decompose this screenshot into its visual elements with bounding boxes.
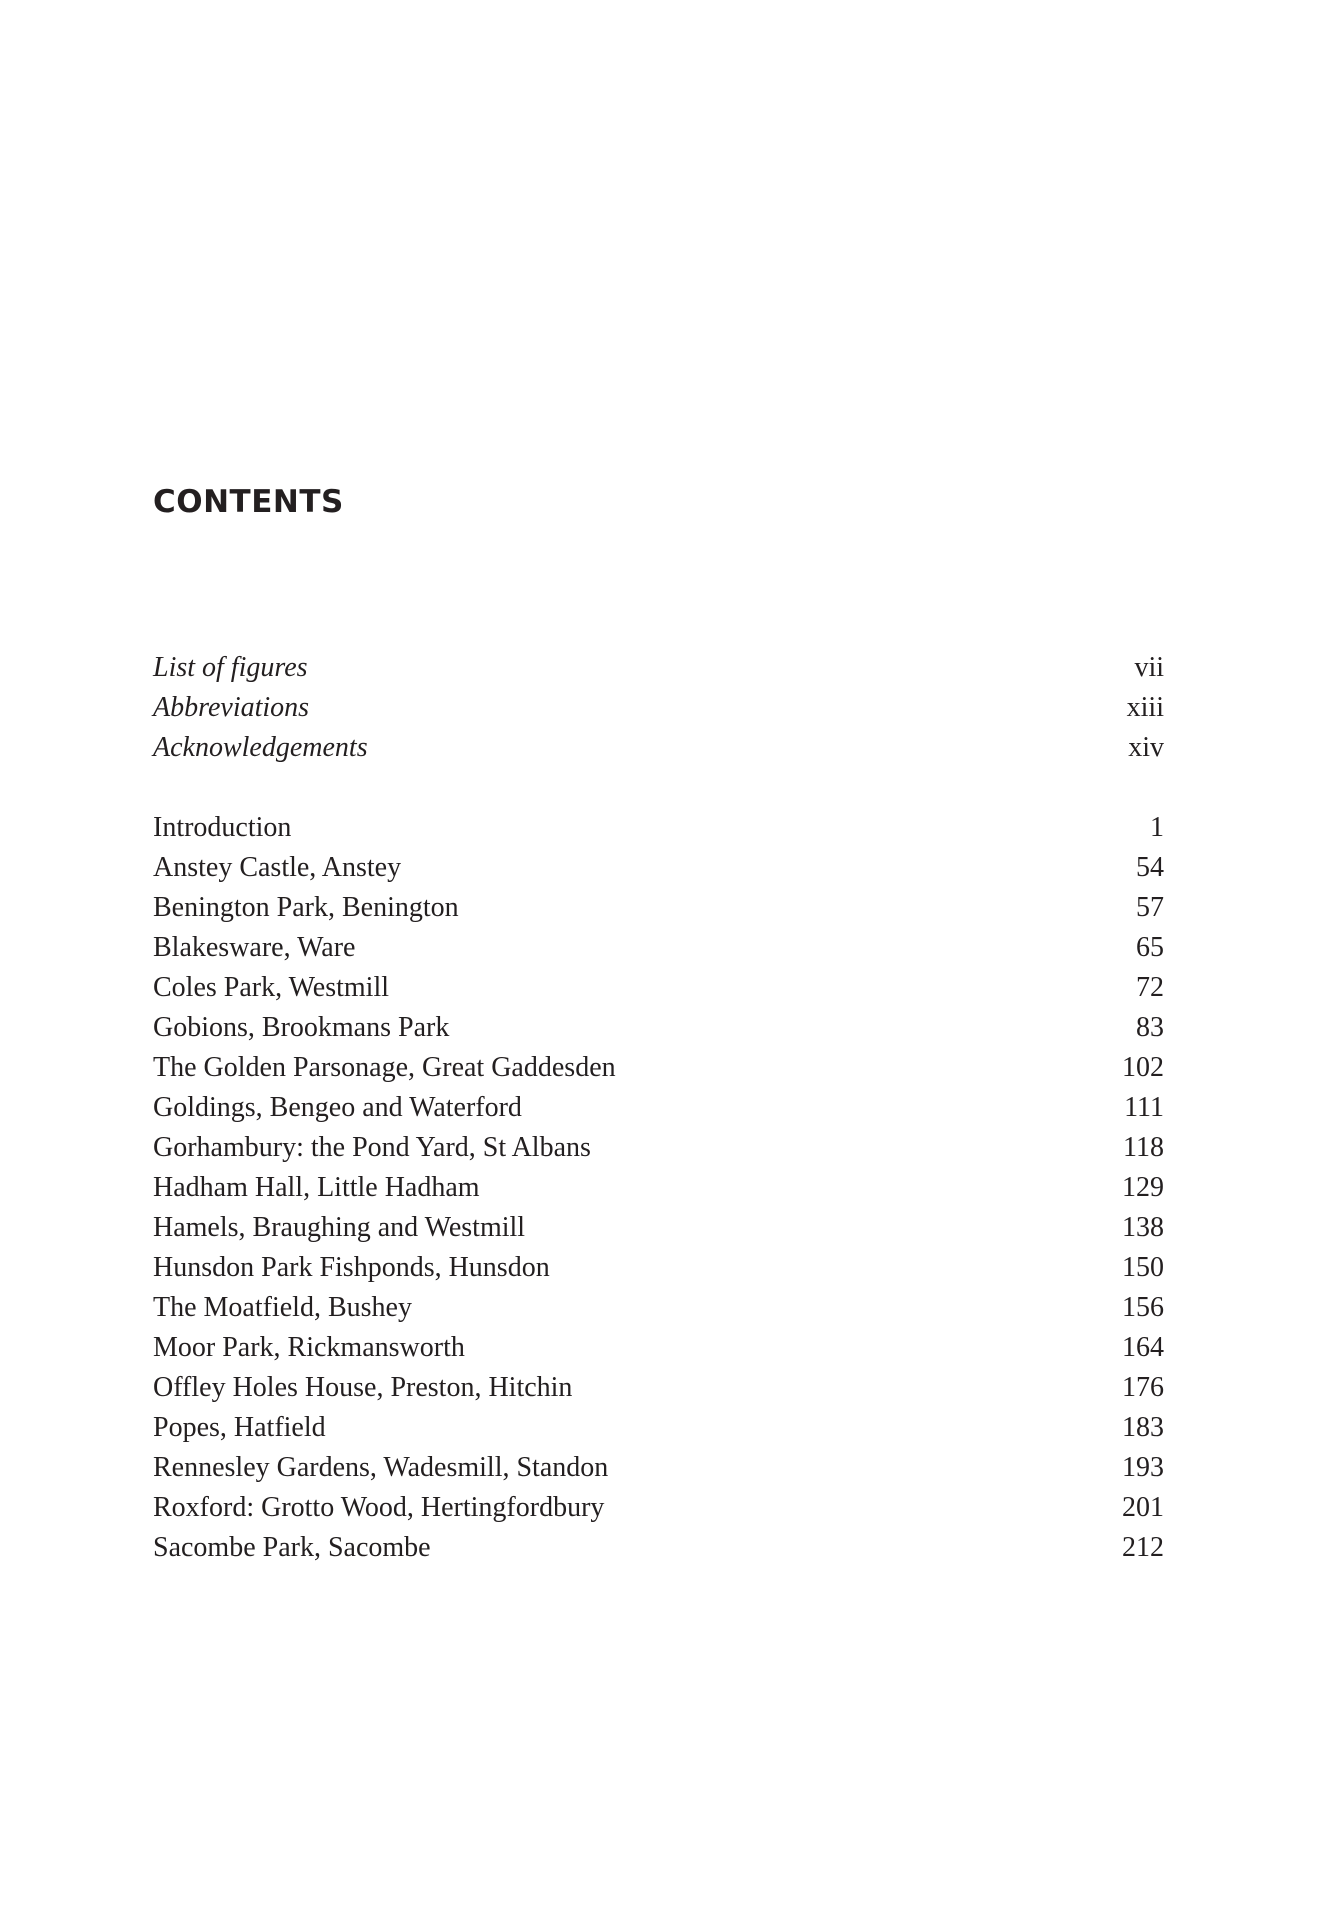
toc-entry-title: Coles Park, Westmill — [153, 972, 390, 1003]
toc-entry — [153, 888, 1164, 928]
toc-entry-title: Moor Park, Rickmansworth — [153, 1332, 465, 1363]
toc-entry — [153, 1248, 1164, 1288]
toc-entry — [153, 1088, 1164, 1128]
toc-entry-page: 176 — [1122, 1372, 1164, 1403]
toc-entry — [153, 968, 1164, 1008]
toc-entry-page: 65 — [1136, 932, 1164, 963]
chapter-list — [153, 808, 1164, 1568]
toc-entry-page: xiv — [1128, 732, 1164, 763]
toc-entry — [153, 1488, 1164, 1528]
toc-entry-title: Blakesware, Ware — [153, 932, 356, 963]
toc-entry-page: 201 — [1122, 1492, 1164, 1523]
toc-entry-title: Benington Park, Benington — [153, 892, 459, 923]
toc-entry-page: 111 — [1124, 1092, 1164, 1123]
toc-entry-title: Sacombe Park, Sacombe — [153, 1532, 431, 1563]
toc-entry — [153, 1168, 1164, 1208]
toc-entry — [153, 1448, 1164, 1488]
toc-entry-title: Hamels, Braughing and Westmill — [153, 1212, 526, 1243]
toc-entry-title: Roxford: Grotto Wood, Hertingfordbury — [153, 1492, 605, 1523]
toc-entry — [153, 1368, 1164, 1408]
toc-entry-page: 83 — [1136, 1012, 1164, 1043]
toc-entry — [153, 1528, 1164, 1568]
toc-entry — [153, 648, 1164, 688]
toc-entry-page: 1 — [1150, 812, 1164, 843]
toc-entry-title: Offley Holes House, Preston, Hitchin — [153, 1372, 573, 1403]
toc-entry-title: Hadham Hall, Little Hadham — [153, 1172, 480, 1203]
toc-entry-title: Anstey Castle, Anstey — [153, 852, 402, 883]
toc-entry — [153, 808, 1164, 848]
toc-entry-page: 102 — [1122, 1052, 1164, 1083]
toc-entry-title: Hunsdon Park Fishponds, Hunsdon — [153, 1252, 550, 1283]
toc-entry — [153, 1408, 1164, 1448]
toc-entry-title: Popes, Hatfield — [153, 1412, 326, 1443]
toc-entry-title: The Golden Parsonage, Great Gaddesden — [153, 1052, 616, 1083]
toc-entry-page: 212 — [1122, 1532, 1164, 1563]
toc-entry-page: 183 — [1122, 1412, 1164, 1443]
toc-entry-title: Goldings, Bengeo and Waterford — [153, 1092, 522, 1123]
toc-entry-title: The Moatfield, Bushey — [153, 1292, 412, 1323]
front-matter-list — [153, 648, 1164, 768]
toc-entry-page: 57 — [1136, 892, 1164, 923]
toc-entry — [153, 1048, 1164, 1088]
toc-entry-page: 193 — [1122, 1452, 1164, 1483]
toc-entry — [153, 728, 1164, 768]
toc-entry-title: Gorhambury: the Pond Yard, St Albans — [153, 1132, 591, 1163]
toc-entry-title: Abbreviations — [153, 692, 310, 723]
toc-entry-page: 118 — [1123, 1132, 1164, 1163]
contents-heading: CONTENTS — [153, 484, 344, 520]
toc-entry-page: 150 — [1122, 1252, 1164, 1283]
toc-entry-title: List of figures — [153, 652, 308, 683]
toc-entry-page: 54 — [1136, 852, 1164, 883]
toc-entry-title: Rennesley Gardens, Wadesmill, Standon — [153, 1452, 609, 1483]
toc-entry-page: 72 — [1136, 972, 1164, 1003]
toc-entry — [153, 1328, 1164, 1368]
toc-entry-page: 156 — [1122, 1292, 1164, 1323]
toc-entry-title: Acknowledgements — [153, 732, 368, 763]
toc-entry — [153, 1208, 1164, 1248]
toc-entry-page: 164 — [1122, 1332, 1164, 1363]
toc-entry-page: xiii — [1126, 692, 1164, 723]
toc-entry — [153, 1008, 1164, 1048]
toc-entry — [153, 1128, 1164, 1168]
toc-entry-title: Gobions, Brookmans Park — [153, 1012, 450, 1043]
toc-entry-title: Introduction — [153, 812, 292, 843]
toc-entry — [153, 928, 1164, 968]
toc-entry — [153, 688, 1164, 728]
toc-entry — [153, 1288, 1164, 1328]
toc-entry-page: vii — [1134, 652, 1164, 683]
toc-entry-page: 129 — [1122, 1172, 1164, 1203]
toc-entry-page: 138 — [1122, 1212, 1164, 1243]
toc-entry — [153, 848, 1164, 888]
